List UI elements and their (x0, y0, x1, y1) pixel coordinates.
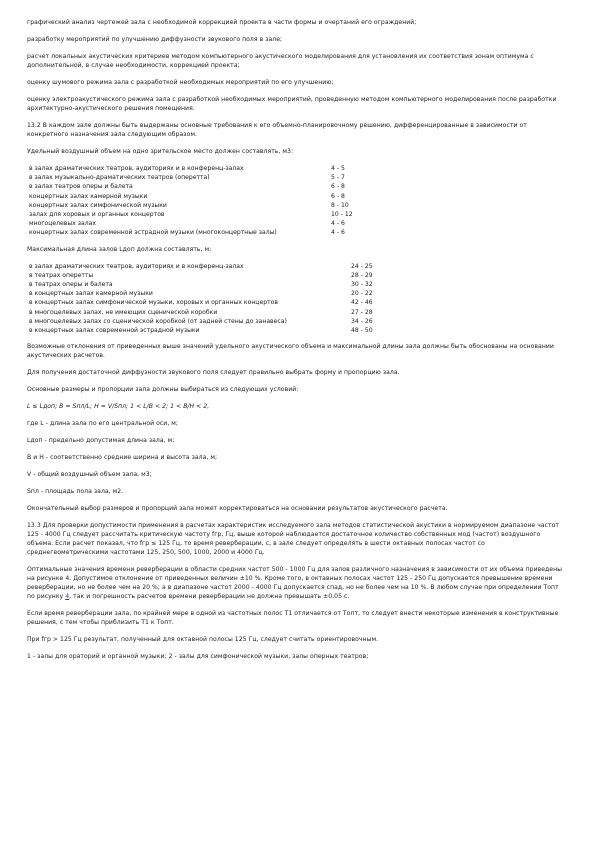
paragraph: оценку электроакустического режима зала с разработкой необходимых мероприятий, проведенную методом компьютерного моделирования после разработки архитектурно-акустического решения помещения. (27, 96, 557, 112)
row-value: 5 - 7 (331, 174, 345, 182)
row-value: 4 - 6 (331, 229, 345, 237)
table-row (27, 164, 353, 173)
row-label: в концертных залах современной эстрадной музыки (29, 327, 200, 335)
table-row (27, 182, 353, 191)
row-label: в залах драматических театров, аудиториях и в конференц-залах (29, 262, 244, 270)
section-13-3-paragraph: 13.3 Для проверки допустимости применения в расчетах характеристик исследуемого зала методов статистической акустики в нормируемом диапазоне частот 125 - 4000 Гц следует рассчитать критическую частоту fгр, Гц, выше которой наблюдается достаточное количество собственных мод (частот) воздушного объема. Если расчет показал, что fгр ≤ 125 Гц, то время реверберации, с, в зале следует определять в шести октавных полосах частот со среднегеометрическими частотами 125, 250, 500, 1000, 2000 и 4000 Гц. (27, 522, 560, 557)
table-row (27, 228, 353, 237)
row-label: многоцелевых залах (29, 220, 96, 228)
row-label: в театрах оперетты (29, 271, 94, 279)
row-value: 6 - 8 (331, 192, 345, 200)
paragraph: Основные размеры и пропорции зала должны выбираться из следующих условий: (27, 386, 299, 394)
table-row (27, 289, 373, 298)
paragraph: Если время реверберации зала, по крайней мере в одной из частотных полос Т1 отличается от Топт, то следует внести некоторые изменения в конструктивные решения, с тем чтобы приблизить Т1 к Топт. (27, 610, 559, 627)
table-row (27, 308, 373, 317)
figure-caption: 1 - залы для ораторий и органной музыки; 2 - залы для симфонической музыки, залы оперных театров; (27, 653, 369, 661)
table-row (27, 298, 373, 307)
row-label: в многоцелевых залах, не имеющих сценической коробки (29, 308, 218, 316)
table-row (27, 271, 373, 280)
table-row (27, 201, 353, 210)
paragraph: разработку мероприятий по улучшению диффузности звукового поля в зале; (27, 36, 283, 43)
length-intro: Максимальная длина залов Lдоп должна составлять, м: (27, 245, 212, 253)
row-label: концертных залах симфонической музыки (29, 201, 167, 209)
row-value: 24 - 25 (351, 262, 373, 270)
row-label: в концертных залах камерной музыки (29, 290, 153, 298)
table-row (27, 192, 353, 201)
row-label: залах для хоровых и органных концертов (29, 211, 165, 219)
row-value: 8 - 10 (331, 201, 349, 209)
row-value: 30 - 32 (351, 281, 373, 289)
row-value: 10 - 12 (331, 211, 353, 219)
table-row (27, 262, 373, 271)
table-row (27, 219, 353, 228)
definition: Lдоп - предельно допустимая длина зала, м; (27, 437, 175, 445)
row-value: 6 - 8 (331, 183, 345, 191)
table-row (27, 280, 373, 289)
document-page (27, 18, 568, 669)
table-row (27, 173, 353, 182)
paragraph: Окончательный выбор размеров и пропорций зала может корректироваться на основании результатов акустического расчета. (27, 505, 448, 513)
volume-table (27, 164, 353, 238)
row-label: концертных залах камерной музыки (29, 192, 148, 200)
definition: Sпл - площадь пола зала, м2. (27, 488, 124, 496)
paragraph: графический анализ чертежей зала с необходимой коррекцией проекта в части формы и очертаний его ограждений; (27, 19, 417, 26)
table-row (27, 210, 353, 219)
row-value: 4 - 6 (331, 220, 345, 228)
row-value: 42 - 46 (351, 299, 373, 307)
paragraph: Возможные отклонения от приведенных выше значений удельного акустического объема и максимальной длины зала должны быть обоснованы на основании акустических расчетов. (27, 343, 554, 360)
row-label: в концертных залах симфонической музыки, хоровых и органных концертов (29, 299, 278, 307)
row-label: в залах театров оперы и балета (29, 183, 133, 191)
paragraph: Для получения достаточной диффузности звукового поля следует правильно выбрать форму и пропорцию зала. (27, 369, 400, 377)
table-row (27, 317, 373, 326)
definition: V - общий воздушный объем зала, м3; (27, 471, 152, 479)
definition: где L - длина зала по его центральной оси, м; (27, 420, 179, 428)
paragraph: расчет локальных акустических критериев методом компьютерного акустического моделирования для установления их соответствия зонам оптимума с дополнительной, в случае необходимости, коррекцией проекта; (27, 53, 534, 69)
row-label: в залах музыкально-драматических театров (оперетта) (29, 174, 210, 182)
row-label: в многоцелевых залах со сценической коробкой (от задней стены до занавеса) (29, 317, 287, 325)
row-value: 34 - 26 (351, 317, 373, 325)
section-13-2-paragraph: 13.2 В каждом зале должны быть выдержаны основные требования к его объемно-планировочному решению, дифференцированные в зависимости от конкретного назначения зала следующим образом. (27, 122, 527, 138)
figure-4-link[interactable]: 4 (65, 593, 70, 601)
volume-intro: Удельный воздушный объем на одно зрительское место должен составлять, м3: (27, 148, 294, 155)
row-value: 4 - 5 (331, 165, 345, 172)
row-value: 48 - 50 (351, 327, 373, 335)
row-value: 28 - 29 (351, 271, 373, 279)
row-label: концертных залах современной эстрадной музыки (многоконцертные залы) (29, 229, 277, 237)
paragraph: При fгр > 125 Гц результат, полученный для октавной полосы 125 Гц, следует считать ориентировочным. (27, 636, 379, 644)
paragraph: оценку шумового режима зала с разработкой необходимых мероприятий по его улучшению; (27, 79, 334, 86)
row-label: в театрах оперы и балета (29, 281, 113, 289)
paragraph: Оптимальные значения времени реверберации в области средних частот 500 - 1000 Гц для залов различного назначения в зависимости от их объема приведены на рисунке 4. Допустимое отклонение от приведенных величин ±10 %. Кроме того, в октавных полосах частот 125 - 250 Гц допускается превышение времени реверберации, но не более чем на 20 %; а в диапазоне частот 2000 - 4000 Гц допускается спад, но не более чем на 10 %. В любом случае при определении Tопт по рисунку 4, так и погрешность расчетов времени реверберации не должна превышать ±0,05 с. (27, 566, 562, 601)
formula: L ≤ Lдоп; B = Sпл/L; H = V/Sпл; 1 < L/B < 2; 1 < B/H < 2, (27, 403, 210, 411)
row-label: в залах драматических театров, аудиториях и в конференц-залах (29, 165, 244, 172)
table-row (27, 326, 373, 335)
row-value: 20 - 22 (351, 290, 373, 298)
length-table (27, 262, 373, 336)
row-value: 27 - 28 (351, 308, 373, 316)
definition: B и H - соответственно средние ширина и высота зала, м; (27, 454, 218, 462)
